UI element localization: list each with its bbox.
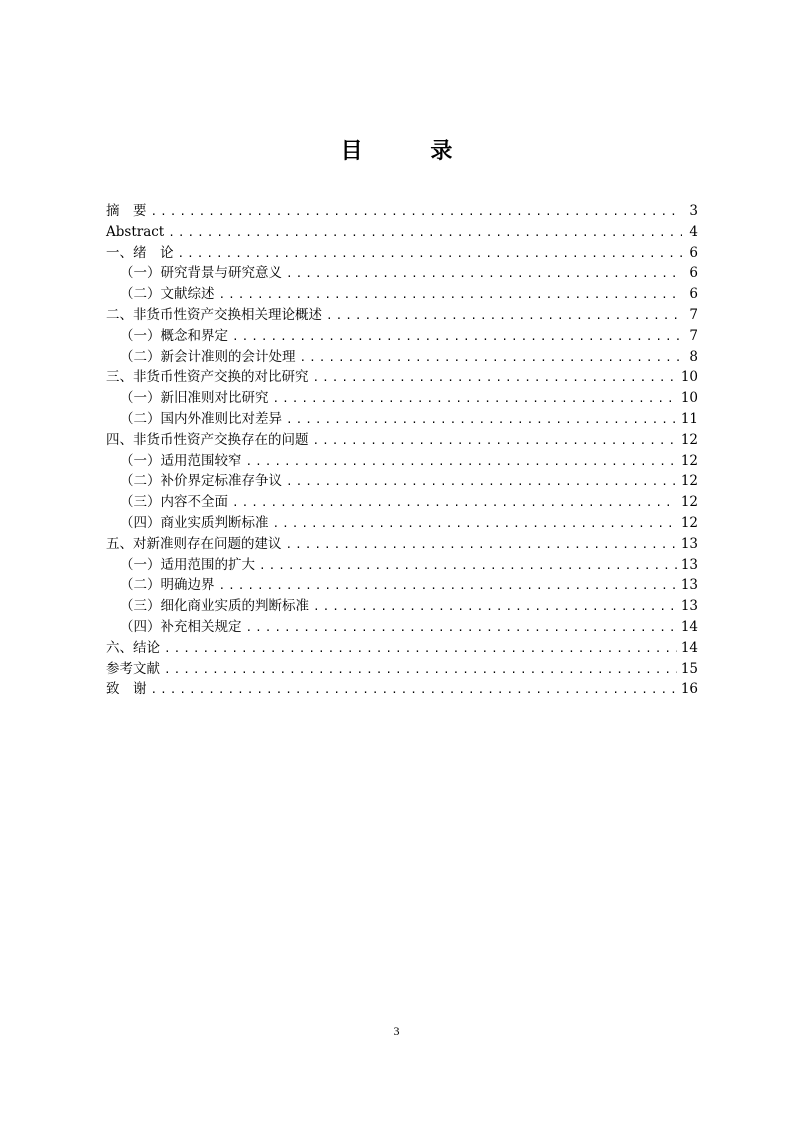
- table-of-contents: [106, 201, 698, 700]
- toc-dot-leader: [219, 576, 677, 597]
- toc-entry[interactable]: [106, 243, 698, 264]
- toc-entry-label: 致 谢: [106, 681, 147, 698]
- toc-dot-leader: [246, 618, 677, 639]
- toc-dot-leader: [232, 493, 677, 514]
- toc-entry-page-number: 13: [680, 556, 698, 573]
- toc-entry[interactable]: [106, 451, 698, 472]
- toc-entry-page-number: 11: [680, 410, 698, 427]
- toc-entry-label: 摘 要: [106, 203, 147, 219]
- toc-entry-label: Abstract: [106, 223, 165, 240]
- page-number: 3: [393, 1024, 400, 1038]
- toc-dot-leader: [151, 202, 683, 223]
- toc-entry-page-number: 13: [680, 577, 698, 594]
- toc-entry[interactable]: [106, 555, 698, 576]
- toc-entry-page-number: 4: [689, 223, 698, 240]
- toc-entry-page-number: 12: [680, 431, 698, 448]
- toc-entry-page-number: 12: [680, 514, 698, 531]
- toc-dot-leader: [178, 244, 683, 265]
- toc-entry-page-number: 8: [689, 348, 698, 365]
- toc-entry-page-number: 12: [680, 452, 698, 469]
- toc-entry[interactable]: [106, 638, 698, 659]
- toc-entry-label: （二）明确边界: [120, 577, 215, 594]
- toc-entry-page-number: 6: [689, 265, 698, 282]
- toc-entry[interactable]: [106, 409, 698, 430]
- toc-entry-label: （二）文献综述: [120, 286, 215, 303]
- toc-entry[interactable]: [106, 659, 698, 680]
- toc-entry[interactable]: [106, 263, 698, 284]
- toc-entry[interactable]: [106, 679, 698, 700]
- toc-entry[interactable]: [106, 513, 698, 534]
- toc-entry-label: 五、对新准则存在问题的建议: [106, 535, 282, 552]
- toc-entry-page-number: 3: [689, 203, 698, 219]
- toc-entry-label: 六、结论: [106, 639, 160, 656]
- toc-entry-label: 参考文献: [106, 660, 160, 677]
- toc-dot-leader: [286, 410, 677, 431]
- toc-entry-page-number: 6: [689, 286, 698, 303]
- toc-entry-label: （四）商业实质判断标准: [120, 514, 269, 531]
- toc-entry-label: （二）国内外准则比对差异: [120, 410, 282, 427]
- toc-dot-leader: [273, 389, 677, 410]
- toc-dot-leader: [259, 556, 677, 577]
- toc-dot-leader: [300, 348, 683, 369]
- toc-dot-leader: [164, 660, 677, 681]
- toc-dot-leader: [219, 285, 683, 306]
- toc-entry[interactable]: [106, 575, 698, 596]
- toc-dot-leader: [326, 306, 682, 327]
- toc-entry[interactable]: [106, 534, 698, 555]
- toc-entry-label: 四、非货币性资产交换存在的问题: [106, 431, 309, 448]
- toc-dot-leader: [273, 514, 677, 535]
- toc-entry-page-number: 10: [680, 369, 698, 386]
- toc-entry[interactable]: [106, 222, 698, 243]
- toc-entry-page-number: 7: [689, 327, 698, 344]
- toc-dot-leader: [286, 264, 682, 285]
- toc-entry[interactable]: [106, 326, 698, 347]
- toc-entry-page-number: 12: [680, 494, 698, 511]
- toc-dot-leader: [168, 223, 682, 244]
- toc-entry-page-number: 13: [680, 535, 698, 552]
- toc-dot-leader: [313, 368, 677, 389]
- toc-entry[interactable]: [106, 201, 698, 222]
- toc-entry-page-number: 14: [680, 639, 698, 656]
- toc-entry-label: （二）新会计准则的会计处理: [120, 348, 296, 365]
- toc-dot-leader: [232, 327, 682, 348]
- toc-entry[interactable]: [106, 388, 698, 409]
- toc-entry[interactable]: [106, 284, 698, 305]
- toc-dot-leader: [286, 535, 677, 556]
- toc-entry[interactable]: [106, 617, 698, 638]
- toc-entry[interactable]: [106, 430, 698, 451]
- toc-entry[interactable]: [106, 305, 698, 326]
- toc-entry-label: 一、绪 论: [106, 244, 174, 261]
- toc-entry[interactable]: [106, 471, 698, 492]
- toc-dot-leader: [313, 431, 677, 452]
- toc-entry[interactable]: [106, 367, 698, 388]
- toc-entry-label: 三、非货币性资产交换的对比研究: [106, 369, 309, 386]
- toc-entry-page-number: 13: [680, 598, 698, 615]
- page-title: 目 录: [340, 139, 483, 164]
- toc-entry[interactable]: [106, 492, 698, 513]
- toc-entry-label: （三）细化商业实质的判断标准: [120, 598, 309, 615]
- toc-dot-leader: [313, 597, 677, 618]
- toc-dot-leader: [246, 452, 677, 473]
- toc-entry-page-number: 14: [680, 618, 698, 635]
- toc-entry-label: （二）补价界定标准存争议: [120, 473, 282, 490]
- toc-entry[interactable]: [106, 347, 698, 368]
- toc-entry-label: 二、非货币性资产交换相关理论概述: [106, 306, 322, 323]
- toc-entry-page-number: 15: [680, 660, 698, 677]
- toc-entry-label: （三）内容不全面: [120, 494, 228, 511]
- toc-dot-leader: [164, 639, 677, 660]
- toc-entry-label: （一）研究背景与研究意义: [120, 265, 282, 282]
- toc-dot-leader: [286, 472, 677, 493]
- toc-dot-leader: [151, 680, 677, 701]
- toc-entry-label: （一）概念和界定: [120, 327, 228, 344]
- toc-entry-page-number: 12: [680, 473, 698, 490]
- toc-entry-label: （一）新旧准则对比研究: [120, 390, 269, 407]
- toc-entry-label: （一）适用范围较窄: [120, 452, 242, 469]
- toc-entry-page-number: 7: [689, 306, 698, 323]
- toc-entry-page-number: 16: [680, 681, 698, 698]
- toc-entry[interactable]: [106, 596, 698, 617]
- toc-entry-page-number: 10: [680, 390, 698, 407]
- toc-entry-label: （四）补充相关规定: [120, 618, 242, 635]
- toc-entry-page-number: 6: [689, 244, 698, 261]
- toc-entry-label: （一）适用范围的扩大: [120, 556, 255, 573]
